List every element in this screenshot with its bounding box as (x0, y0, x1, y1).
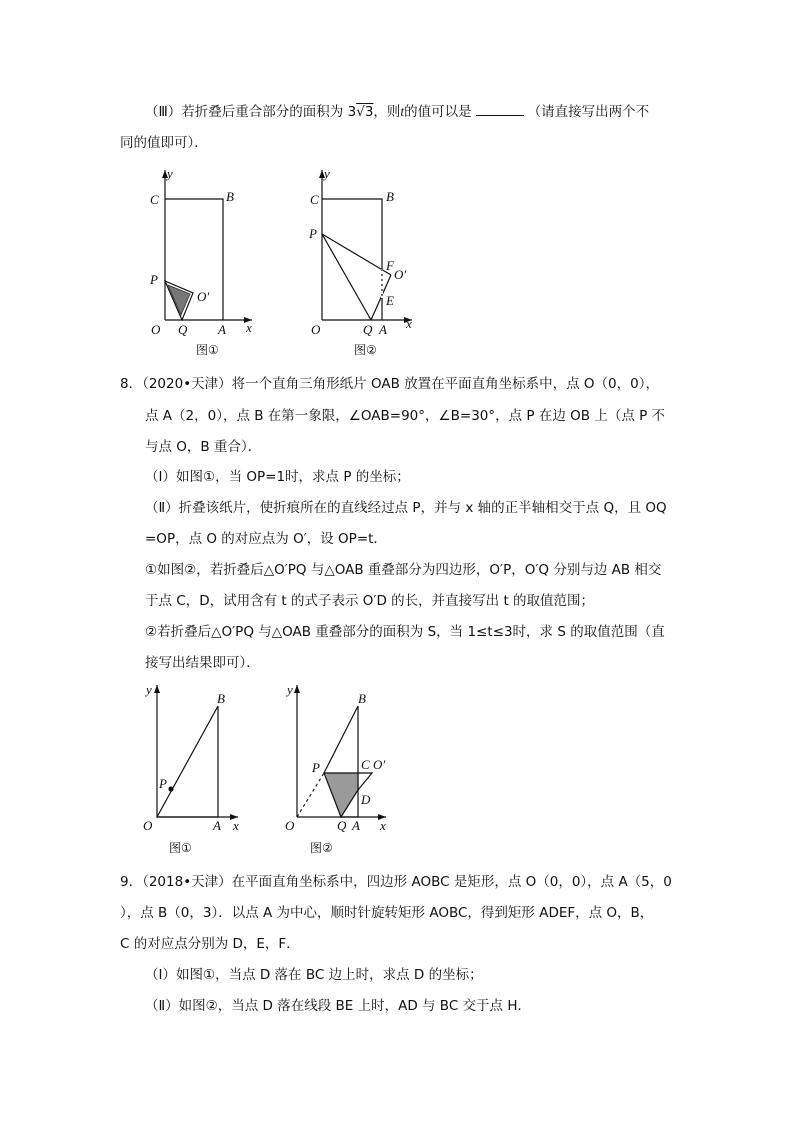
figure-8-1 (135, 682, 255, 857)
fig7-2-label-y: y (324, 166, 330, 181)
fig7-2-label-B: B (386, 189, 394, 204)
q8-line8: 于点 C，D，试用含有 t 的式子表示 O′D 的长，并直接写出 t 的取值范围； (145, 593, 595, 609)
q8-line4: （Ⅰ）如图①，当 OP=1时，求点 P 的坐标； (145, 469, 410, 485)
fig7-1-label-A: A (218, 322, 226, 337)
figure-7-1 (140, 168, 270, 358)
q9-line1: 9．（2018•天津）在平面直角坐标系中，四边形 AOBC 是矩形，点 O（0，0），点 A（5，0 (120, 874, 672, 890)
fig7-2-label-O: O (311, 322, 321, 337)
fig8-2-label-O-prime: O′ (373, 757, 386, 772)
q7-part3-line1 (145, 103, 649, 121)
fig8-2-label-Q: Q (337, 818, 347, 833)
fig7-2-label-A: A (379, 322, 387, 337)
fig7-2-caption: 图② (354, 343, 377, 357)
answer-blank[interactable] (476, 103, 524, 116)
fig8-2-label-D: D (361, 792, 371, 807)
q8-line10: 接写出结果即可）． (145, 655, 260, 671)
fig7-2-label-x: x (406, 316, 412, 331)
q8-line9: ②若折叠后△O′PQ 与△OAB 重叠部分的面积为 S，当 1≤t≤3时，求 S 的取值范围（直 (145, 624, 665, 640)
fig7-2-label-F: F (386, 258, 394, 273)
fig8-2-caption: 图② (310, 841, 333, 855)
fig8-2-label-C: C (361, 757, 370, 772)
fig7-1-label-Q: Q (178, 322, 188, 337)
fig7-1-label-B: B (226, 189, 234, 204)
q9-line3: C 的对应点分别为 D，E，F． (120, 936, 300, 952)
fig7-1-caption: 图① (196, 343, 219, 357)
fig8-1-label-A: A (213, 818, 221, 833)
figure-7-2 (300, 168, 430, 358)
q7-text-b: ，则 (373, 104, 401, 120)
q7-text-c: 的值可以是 (404, 104, 472, 120)
q7-text-a: （Ⅲ）若折叠后重合部分的面积为 3 (145, 104, 357, 120)
fig8-2-label-P: P (312, 760, 320, 775)
fig7-2-label-O-prime: O′ (394, 267, 407, 282)
fig7-1-label-O: O (151, 322, 161, 337)
q8-line7: ①如图②，若折叠后△O′PQ 与△OAB 重叠部分为四边形，O′P，O′Q 分别与边 AB 相交 (145, 562, 662, 578)
fig7-1-label-P: P (150, 272, 158, 287)
fig8-2-label-y: y (287, 682, 293, 697)
q8-line6: =OP，点 O 的对应点为 O′，设 OP=t． (145, 531, 387, 547)
q8-line2: 点 A（2，0），点 B 在第一象限，∠OAB=90°，∠B=30°，点 P 在边 OB 上（点 P 不 (145, 408, 666, 424)
fig7-2-label-C: C (310, 192, 319, 207)
fig8-2-label-B: B (358, 691, 366, 706)
fig7-2-label-P: P (309, 226, 317, 241)
q7-text-d: （请直接写出两个不 (527, 104, 650, 120)
fig8-2-label-O: O (285, 818, 295, 833)
q8-line5: （Ⅱ）折叠该纸片，使折痕所在的直线经过点 P，并与 x 轴的正半轴相交于点 Q，且 OQ (145, 500, 667, 516)
fig7-1-label-x: x (246, 320, 252, 335)
q9-line5: （Ⅱ）如图②，当点 D 落在线段 BE 上时，AD 与 BC 交于点 H． (145, 998, 531, 1014)
fig8-1-label-O: O (143, 818, 153, 833)
fig8-1-label-B: B (217, 691, 225, 706)
q8-line1: 8．（2020•天津）将一个直角三角形纸片 OAB 放置在平面直角坐标系中，点 O（0，0）， (120, 376, 659, 392)
q7-var-t: t (400, 104, 405, 119)
q9-line4: （Ⅰ）如图①，当点 D 落在 BC 边上时，求点 D 的坐标； (145, 967, 483, 983)
q7-part3-line2: 同的值即可）． (120, 135, 208, 151)
fig8-2-label-x: x (380, 818, 386, 833)
fig8-1-label-P: P (159, 776, 167, 791)
fig8-2-label-A: A (352, 818, 360, 833)
q9-line2: ），点 B（0，3）．以点 A 为中心，顺时针旋转矩形 AOBC，得到矩形 ADEF，点 O，B， (120, 905, 654, 921)
fig7-1-label-O-prime: O′ (197, 289, 210, 304)
figure-8-2 (280, 682, 410, 857)
fig7-1-label-C: C (150, 192, 159, 207)
fig8-1-caption: 图① (169, 841, 192, 855)
sqrt-radicand: √3 (356, 104, 374, 120)
fig8-1-label-y: y (146, 682, 152, 697)
fig7-2-label-E: E (386, 293, 394, 308)
fig8-1-label-x: x (233, 818, 239, 833)
fig7-2-label-Q: Q (363, 322, 373, 337)
fig7-1-label-y: y (167, 166, 173, 181)
q8-line3: 与点 O，B 重合）． (145, 439, 262, 455)
